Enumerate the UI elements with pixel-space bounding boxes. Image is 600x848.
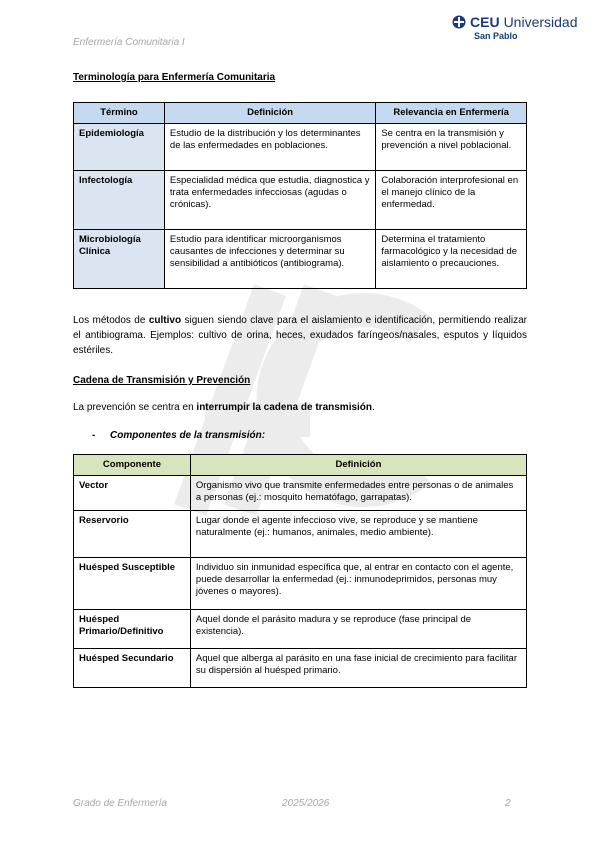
column-header: Relevancia en Enfermería — [376, 103, 527, 124]
component-cell: Vector — [74, 476, 191, 511]
transmission-components-table — [73, 454, 527, 688]
ceu-logo-icon — [452, 15, 466, 29]
column-header: Definición — [164, 103, 375, 124]
column-header: Componente — [74, 455, 191, 476]
university-logo — [452, 14, 580, 41]
footer-degree: Grado de Enfermería — [73, 798, 167, 809]
definition-cell: Organismo vivo que transmite enfermedades entre personas o de animales a personas (ej.: mosquito hematófago, garrapatas). — [190, 476, 526, 511]
term-cell: Epidemiología — [74, 124, 165, 171]
definition-cell: Aquel donde el parásito madura y se reproduce (fase principal de existencia). — [190, 610, 526, 649]
logo-name: Universidad — [503, 14, 578, 30]
column-header: Definición — [190, 455, 526, 476]
prevention-intro: La prevención se centra en interrumpir la cadena de transmisión. — [73, 402, 375, 413]
footer-year: 2025/2026 — [282, 798, 330, 809]
page-number: 2 — [505, 798, 511, 809]
header-course-title: Enfermería Comunitaria I — [73, 37, 185, 48]
table-row — [74, 124, 527, 171]
bold-term: cultivo — [148, 315, 182, 326]
component-cell: Reservorio — [74, 511, 191, 558]
component-cell: Huésped Secundario — [74, 649, 191, 688]
logo-brand: CEU — [470, 14, 500, 30]
term-cell: Microbiología Clínica — [74, 230, 165, 289]
bold-phrase: interrumpir la cadena de transmisión — [196, 402, 373, 413]
table-row — [74, 649, 527, 688]
terminology-table — [73, 102, 527, 289]
definition-cell: Especialidad médica que estudia, diagnostica y trata enfermedades infecciosas (agudas o crónicas). — [164, 171, 375, 230]
bullet-components: - Componentes de la transmisión: — [92, 430, 266, 441]
bullet-dash: - — [92, 430, 96, 441]
definition-cell: Aquel que alberga al parásito en una fase inicial de crecimiento para facilitar su dispersión al huésped primario. — [190, 649, 526, 688]
logo-subtitle: San Pablo — [474, 31, 518, 41]
cultivo-paragraph: Los métodos de cultivo siguen siendo clave para el aislamiento e identificación, permitiendo realizar el antibiograma. Ejemplos: cultivo de orina, heces, exudados faríngeos/nasales, esputos y líquidos estériles. — [73, 315, 527, 356]
table-row — [74, 558, 527, 610]
table-row — [74, 511, 527, 558]
section-title-terminology: Terminología para Enfermería Comunitaria — [73, 72, 276, 83]
relevance-cell: Colaboración interprofesional en el manejo clínico de la enfermedad. — [376, 171, 527, 230]
table-row — [74, 230, 527, 289]
term-cell: Infectología — [74, 171, 165, 230]
definition-cell: Lugar donde el agente infeccioso vive, se reproduce y se mantiene naturalmente (ej.: humanos, animales, medio ambiente). — [190, 511, 526, 558]
table-row — [74, 171, 527, 230]
definition-cell: Individuo sin inmunidad específica que, al entrar en contacto con el agente, puede desarrollar la enfermedad (ej.: inmunodeprimidos, personas muy jóvenes o mayores). — [190, 558, 526, 610]
column-header: Término — [74, 103, 165, 124]
section-title-transmission: Cadena de Transmisión y Prevención — [73, 375, 251, 386]
table-header-row — [74, 103, 527, 124]
table-row — [74, 476, 527, 511]
component-cell: Huésped Primario/Definitivo — [74, 610, 191, 649]
table-header-row — [74, 455, 527, 476]
table-row — [74, 610, 527, 649]
component-cell: Huésped Susceptible — [74, 558, 191, 610]
definition-cell: Estudio para identificar microorganismos causantes de infecciones y determinar su sensibilidad a antibióticos (antibiograma). — [164, 230, 375, 289]
relevance-cell: Se centra en la transmisión y prevención a nivel poblacional. — [376, 124, 527, 171]
relevance-cell: Determina el tratamiento farmacológico y la necesidad de aislamiento o precauciones. — [376, 230, 527, 289]
definition-cell: Estudio de la distribución y los determinantes de las enfermedades en poblaciones. — [164, 124, 375, 171]
